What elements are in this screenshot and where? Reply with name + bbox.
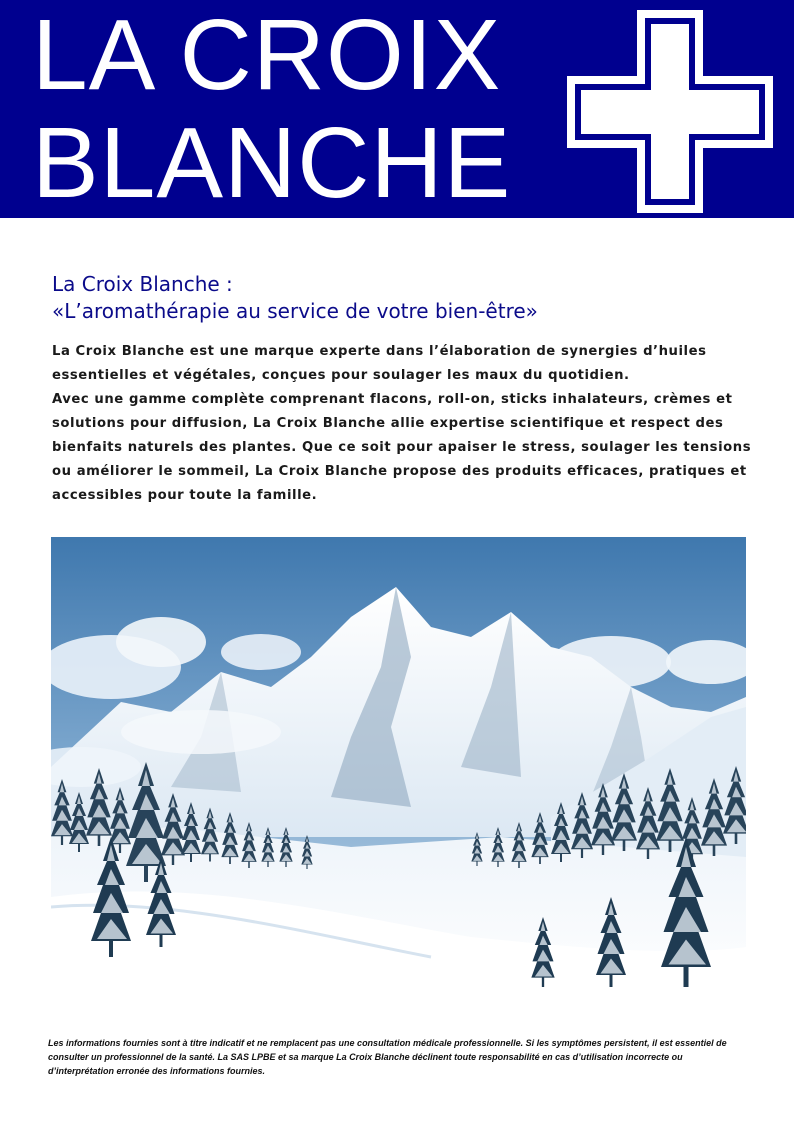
brand-name-line-2: BLANCHE xyxy=(32,107,512,218)
article-body xyxy=(52,340,752,508)
article-title xyxy=(52,271,538,325)
article-title-line-1: La Croix Blanche : xyxy=(52,272,233,296)
white-cross-icon xyxy=(565,8,775,215)
brand-banner xyxy=(0,0,794,218)
article-title-line-2: «L’aromathérapie au service de votre bien-être» xyxy=(52,299,538,323)
mountain-landscape-image xyxy=(51,537,746,1000)
legal-disclaimer: Les informations fournies sont à titre indicatif et ne remplacent pas une consultation médicale professionnelle. Si les symptômes persistent, il est essentiel de consulter un professionnel de la santé. La SAS LPBE et sa marque La Croix Blanche déclinent toute responsabilité en cas d’utilisation incorrecte ou d’interprétation erronée des informations fournies. xyxy=(48,1038,727,1076)
article-paragraph-1: La Croix Blanche est une marque experte dans l’élaboration de synergies d’huiles essentielles et végétales, conçues pour soulager les maux du quotidien. xyxy=(52,344,707,383)
brand-name-line-1: LA CROIX xyxy=(32,0,502,111)
article-paragraph-2: Avec une gamme complète comprenant flacons, roll-on, sticks inhalateurs, crèmes et solutions pour diffusion, La Croix Blanche allie expertise scientifique et respect des bienfaits naturels des plantes. Que ce soit pour apaiser le stress, soulager les tensions ou améliorer le sommeil, La Croix Blanche propose des produits efficaces, pratiques et accessibles pour toute la famille. xyxy=(52,392,752,503)
